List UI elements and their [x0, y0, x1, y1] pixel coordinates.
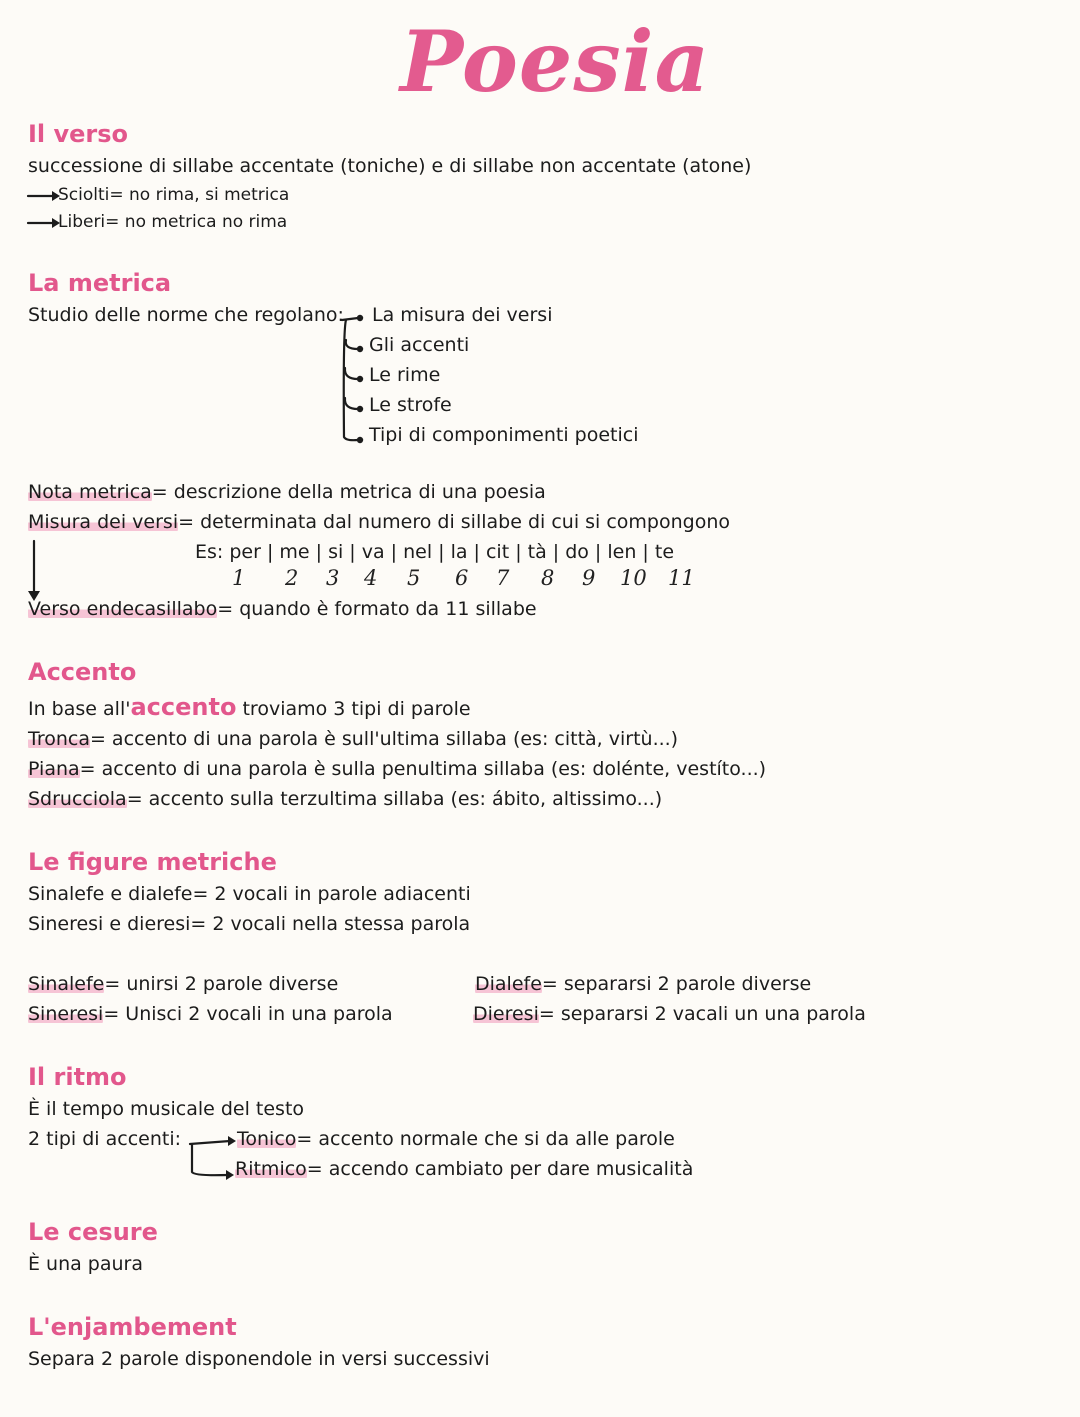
verso-definition: successione di sillabe accentate (toniche) e di sillabe non accentate (atone) — [28, 155, 752, 177]
section-heading-enjambement: L'enjambement — [28, 1313, 237, 1341]
accento-word: accento — [130, 693, 237, 721]
syllable-number: 6 — [455, 566, 469, 590]
section-heading-cesure: Le cesure — [28, 1218, 158, 1246]
piana-line — [28, 756, 766, 782]
metrica-item: Le strofe — [369, 394, 452, 416]
sinalefe-def: = unirsi 2 parole diverse — [104, 973, 339, 995]
accento-intro-post: troviamo 3 tipi di parole — [236, 698, 471, 720]
syllable-number: 9 — [582, 566, 596, 590]
nota-def: = descrizione della metrica di una poesia — [151, 481, 546, 503]
metrica-item: Tipi di componimenti poetici — [369, 424, 639, 446]
accento-intro — [28, 694, 471, 722]
section-heading-verso: Il verso — [28, 120, 129, 148]
sineresi-term: Sineresi — [28, 1003, 104, 1025]
cesure-line: È una paura — [28, 1253, 144, 1275]
figure-line: Sinalefe e dialefe= 2 vocali in parole adiacenti — [28, 883, 471, 905]
sinalefe-term: Sinalefe — [28, 973, 105, 995]
dieresi-term: Dieresi — [473, 1003, 539, 1025]
metrica-item: La misura dei versi — [372, 304, 553, 326]
syllable-number: 11 — [668, 566, 695, 590]
syllable-number: 7 — [496, 566, 510, 590]
ritmo-intro: 2 tipi di accenti: — [28, 1128, 182, 1150]
section-heading-accento: Accento — [28, 658, 137, 686]
verso-item-sciolti: Sciolti= no rima, si metrica — [58, 185, 290, 205]
accento-intro-pre: In base all' — [28, 698, 131, 720]
dialefe-def: = separarsi 2 parole diverse — [541, 973, 812, 995]
misura-line — [28, 509, 730, 535]
sdrucciola-line — [28, 786, 662, 812]
nota-term: Nota metrica — [28, 481, 152, 503]
endeca-term: Verso endecasillabo — [28, 598, 218, 620]
section-heading-figure: Le figure metriche — [28, 848, 277, 876]
metrica-intro: Studio delle norme che regolano: — [28, 304, 344, 326]
metrica-item: Le rime — [369, 364, 441, 386]
syllable-number: 1 — [232, 566, 246, 590]
syllable-number: 10 — [620, 566, 647, 590]
tronca-term: Tronca — [28, 728, 90, 750]
sinalefe-line — [28, 971, 338, 997]
figure-line: Sineresi e dieresi= 2 vocali nella stessa parola — [28, 913, 471, 935]
sineresi-def: = Unisci 2 vocali in una parola — [103, 1003, 393, 1025]
dialefe-line — [475, 971, 811, 997]
section-heading-metrica: La metrica — [28, 269, 172, 297]
page-title: Poesia — [400, 12, 711, 111]
syllable-number: 5 — [407, 566, 421, 590]
endecasillabo-line — [28, 596, 537, 622]
ritmico-line — [235, 1156, 693, 1182]
piana-def: = accento di una parola è sulla penultima sillaba (es: dolénte, vestíto...) — [79, 758, 767, 780]
ritmo-line: È il tempo musicale del testo — [28, 1098, 305, 1120]
ritmico-term: Ritmico — [235, 1158, 307, 1180]
tronca-def: = accento di una parola è sull'ultima sillaba (es: città, virtù...) — [89, 728, 679, 750]
nota-metrica-line — [28, 479, 546, 505]
piana-term: Piana — [28, 758, 80, 780]
enjambement-line: Separa 2 parole disponendole in versi successivi — [28, 1348, 490, 1370]
dieresi-def: = separarsi 2 vacali un una parola — [538, 1003, 866, 1025]
dialefe-term: Dialefe — [475, 973, 542, 995]
tonico-def: = accento normale che si da alle parole — [296, 1128, 675, 1150]
sineresi-line — [28, 1001, 393, 1027]
syllable-example: Es: per | me | si | va | nel | la | cit | tà | do | len | te — [195, 541, 675, 563]
misura-term: Misura dei versi — [28, 511, 179, 533]
tronca-line — [28, 726, 678, 752]
syllable-number: 2 — [285, 566, 299, 590]
section-heading-ritmo: Il ritmo — [28, 1063, 127, 1091]
sdrucciola-def: = accento sulla terzultima sillaba (es: ábito, altissimo...) — [126, 788, 663, 810]
metrica-item: Gli accenti — [369, 334, 470, 356]
misura-def: = determinata dal numero di sillabe di cui si compongono — [178, 511, 731, 533]
verso-item-liberi: Liberi= no metrica no rima — [58, 212, 288, 232]
endeca-def: = quando è formato da 11 sillabe — [217, 598, 537, 620]
sdrucciola-term: Sdrucciola — [28, 788, 127, 810]
dieresi-line — [473, 1001, 866, 1027]
ritmico-def: = accendo cambiato per dare musicalità — [306, 1158, 694, 1180]
syllable-number: 4 — [364, 566, 378, 590]
syllable-number: 3 — [326, 566, 340, 590]
tonico-line — [237, 1126, 675, 1152]
tonico-term: Tonico — [237, 1128, 297, 1150]
syllable-number: 8 — [541, 566, 555, 590]
